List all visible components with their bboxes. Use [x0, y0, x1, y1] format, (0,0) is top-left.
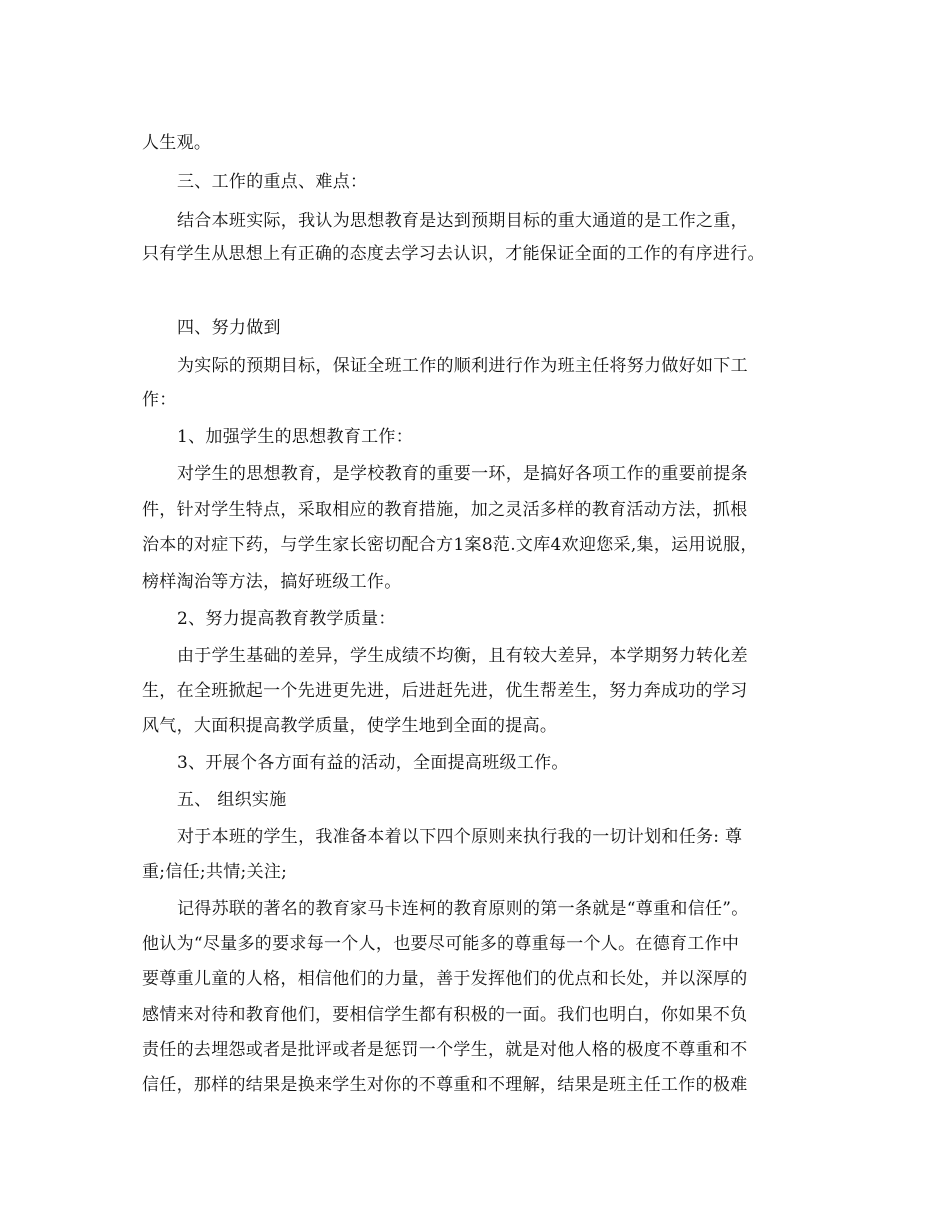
paragraph-line: 对于本班的学生，我准备本着以下四个原则来执行我的一切计划和任务: 尊	[177, 827, 743, 847]
paragraph-line: 他认为“尽量多的要求每一个人，也要尽可能多的尊重每一个人。在德育工作中	[142, 934, 740, 954]
paragraph-line: 风气，大面积提高教学质量，使学生地到全面的提高。	[142, 716, 558, 736]
paragraph-line: 治本的对症下药，与学生家长密切配合方1案8范.文库4欢迎您采,集，运用说服，	[142, 535, 758, 555]
paragraph-line: 对学生的思想教育，是学校教育的重要一环，是搞好各项工作的重要前提条	[177, 464, 748, 484]
paragraph-line: 生，在全班掀起一个先进更先进，后进赶先进，优生帮差生，努力奔成功的学习	[142, 681, 748, 701]
paragraph-line: 为实际的预期目标，保证全班工作的顺利进行作为班主任将努力做好如下工	[177, 356, 748, 376]
subsection-heading: 1、加强学生的思想教育工作：	[177, 427, 414, 447]
paragraph-line: 作：	[142, 390, 177, 410]
paragraph-line: 记得苏联的著名的教育家马卡连柯的教育原则的第一条就是“尊重和信任”。	[177, 899, 749, 919]
section-heading: 五、 组织实施	[177, 790, 287, 810]
paragraph-line: 责任的去埋怨或者是批评或者是惩罚一个学生，就是对他人格的极度不尊重和不	[142, 1040, 748, 1060]
section-heading: 四、努力做到	[177, 318, 281, 338]
subsection-heading: 2、努力提高教育教学质量：	[177, 609, 396, 629]
paragraph-line: 重;信任;共情;关注;	[142, 862, 288, 882]
paragraph-line: 由于学生基础的差异，学生成绩不均衡，且有较大差异，本学期努力转化差	[177, 646, 748, 666]
paragraph-line: 要尊重儿童的人格，相信他们的力量，善于发挥他们的优点和长处，并以深厚的	[142, 969, 748, 989]
section-heading: 三、工作的重点、难点：	[177, 172, 368, 192]
paragraph-line: 榜样淘治等方法，搞好班级工作。	[142, 572, 402, 592]
paragraph-line: 结合本班实际，我认为思想教育是达到预期目标的重大通道的是工作之重，	[177, 211, 748, 231]
paragraph-line: 感情来对待和教育他们，要相信学生都有积极的一面。我们也明白，你如果不负	[142, 1005, 748, 1025]
paragraph-line: 件，针对学生特点，采取相应的教育措施，加之灵活多样的教育活动方法，抓根	[142, 500, 748, 520]
paragraph-line: 人生观。	[142, 133, 212, 153]
paragraph-line: 信任，那样的结果是换来学生对你的不尊重和不理解，结果是班主任工作的极难	[142, 1075, 748, 1095]
subsection-heading: 3、开展个各方面有益的活动，全面提高班级工作。	[177, 753, 569, 773]
paragraph-line: 只有学生从思想上有正确的态度去学习去认识，才能保证全面的工作的有序进行。	[142, 244, 765, 264]
